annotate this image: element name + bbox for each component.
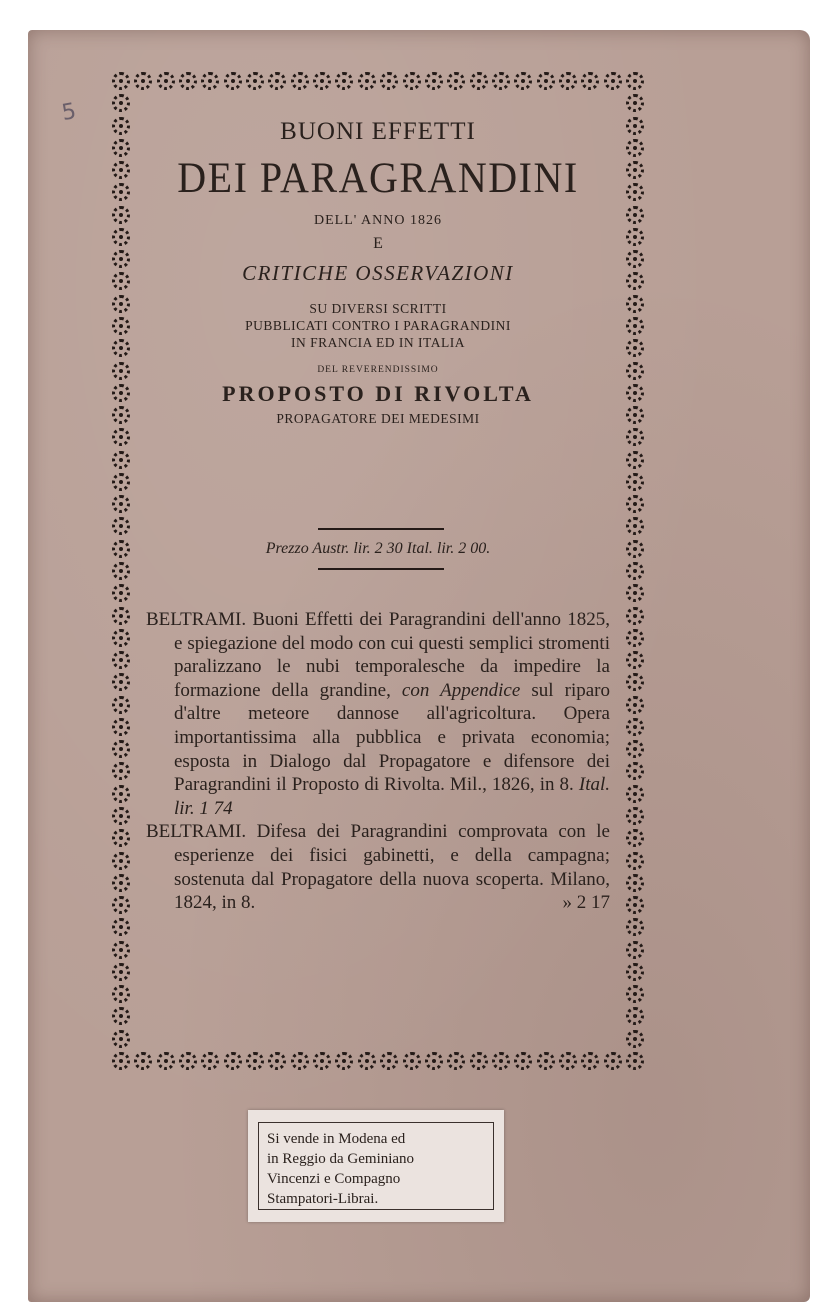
border-rosette	[626, 762, 644, 780]
divider-rule	[318, 528, 444, 530]
border-rosette	[358, 1052, 376, 1070]
title-year: DELL' ANNO 1826	[314, 213, 442, 228]
border-rosette	[626, 852, 644, 870]
border-rosette	[626, 384, 644, 402]
border-rosette	[626, 161, 644, 179]
border-rosette	[626, 584, 644, 602]
border-rosette	[447, 72, 465, 90]
border-rosette	[112, 139, 130, 157]
bookseller-label	[248, 1110, 504, 1222]
border-rosette	[112, 206, 130, 224]
border-rosette	[112, 651, 130, 669]
title-block	[140, 118, 616, 427]
subtitle-line: PUBBLICATI CONTRO I PARAGRANDINI	[245, 318, 511, 333]
border-rosette	[626, 540, 644, 558]
catalog-entry	[146, 608, 610, 820]
border-rosette	[112, 829, 130, 847]
border-rosette	[201, 72, 219, 90]
subtitle-description	[140, 300, 616, 351]
catalog-entry	[146, 820, 610, 914]
border-rosette	[112, 495, 130, 513]
border-rosette	[335, 72, 353, 90]
border-rosette	[112, 540, 130, 558]
border-rosette	[626, 807, 644, 825]
border-rosette	[626, 718, 644, 736]
border-rosette	[626, 406, 644, 424]
border-rosette	[112, 562, 130, 580]
border-rosette	[626, 495, 644, 513]
price-line: Prezzo Austr. lir. 2 30 Ital. lir. 2 00.	[265, 540, 491, 557]
border-rosette	[291, 1052, 309, 1070]
title-main: DEI PARAGRANDINI	[177, 153, 579, 202]
label-line: in Reggio da Geminiano	[267, 1151, 415, 1167]
border-rosette	[626, 607, 644, 625]
border-rosette	[514, 1052, 532, 1070]
border-rosette	[559, 1052, 577, 1070]
label-line: Vincenzi e Compagno	[267, 1171, 401, 1187]
entry-price: » 2 17	[562, 892, 610, 914]
border-rosette	[403, 72, 421, 90]
border-rosette	[626, 517, 644, 535]
title-conjunction: E	[373, 235, 383, 252]
border-rosette	[112, 852, 130, 870]
border-rosette	[112, 94, 130, 112]
border-rosette	[112, 339, 130, 357]
border-rosette	[134, 72, 152, 90]
border-rosette	[179, 1052, 197, 1070]
border-rosette	[626, 72, 644, 90]
border-rosette	[313, 1052, 331, 1070]
border-rosette	[268, 72, 286, 90]
border-rosette	[268, 1052, 286, 1070]
border-rosette	[112, 517, 130, 535]
border-rosette	[380, 1052, 398, 1070]
border-rosette	[112, 1030, 130, 1048]
border-rosette	[425, 72, 443, 90]
border-rosette	[626, 317, 644, 335]
border-rosette	[559, 72, 577, 90]
border-rosette	[626, 673, 644, 691]
divider-rule	[318, 568, 444, 570]
border-rosette	[626, 651, 644, 669]
border-rosette	[380, 72, 398, 90]
author-name: PROPOSTO DI RIVOLTA	[222, 381, 534, 406]
border-rosette	[224, 72, 242, 90]
border-rosette	[157, 1052, 175, 1070]
border-rosette	[112, 161, 130, 179]
entry-text: sul riparo d'altre meteore dannose all'agricoltura. Opera importantissima alla pubblica e privata economia; esposta in Dialogo dal Propagatore e difensore dei Paragrandini il Proposto di Rivolta. Mil., 1826, in 8.	[174, 679, 610, 796]
border-rosette	[626, 896, 644, 914]
entry-author: BELTRAMI.	[146, 609, 247, 630]
border-rosette	[112, 785, 130, 803]
border-rosette	[112, 228, 130, 246]
border-rosette	[626, 1052, 644, 1070]
border-rosette	[112, 762, 130, 780]
border-rosette	[112, 985, 130, 1003]
border-rosette	[224, 1052, 242, 1070]
border-rosette	[581, 72, 599, 90]
border-rosette	[112, 272, 130, 290]
border-rosette	[626, 941, 644, 959]
pencil-mark: 5	[59, 98, 79, 127]
border-rosette	[112, 607, 130, 625]
border-rosette	[626, 272, 644, 290]
border-rosette	[626, 117, 644, 135]
border-rosette	[112, 629, 130, 647]
entry-author: BELTRAMI.	[146, 821, 247, 843]
border-rosette	[112, 72, 130, 90]
border-rosette	[514, 72, 532, 90]
border-rosette	[112, 117, 130, 135]
border-rosette	[626, 250, 644, 268]
border-rosette	[112, 451, 130, 469]
border-rosette	[447, 1052, 465, 1070]
border-rosette	[626, 696, 644, 714]
border-rosette	[626, 428, 644, 446]
border-rosette	[604, 1052, 622, 1070]
border-rosette	[112, 874, 130, 892]
label-line: Si vende in Modena ed	[267, 1131, 406, 1147]
border-rosette	[626, 139, 644, 157]
border-rosette	[112, 807, 130, 825]
border-rosette	[626, 918, 644, 936]
border-rosette	[335, 1052, 353, 1070]
border-rosette	[403, 1052, 421, 1070]
catalog-listing	[146, 608, 610, 915]
border-rosette	[112, 718, 130, 736]
border-rosette	[626, 295, 644, 313]
entry-price: Ital. lir. 1 74	[174, 774, 611, 819]
border-rosette	[626, 94, 644, 112]
bookseller-label-text	[258, 1122, 494, 1210]
border-rosette	[626, 451, 644, 469]
border-rosette	[626, 562, 644, 580]
border-rosette	[246, 1052, 264, 1070]
border-rosette	[291, 72, 309, 90]
subtitle-line: SU DIVERSI SCRITTI	[309, 301, 447, 316]
border-rosette	[604, 72, 622, 90]
border-rosette	[492, 72, 510, 90]
border-rosette	[626, 629, 644, 647]
border-rosette	[112, 740, 130, 758]
border-rosette	[112, 1052, 130, 1070]
border-rosette	[358, 72, 376, 90]
title-subtitle: CRITICHE OSSERVAZIONI	[242, 261, 514, 285]
border-rosette	[626, 1030, 644, 1048]
border-rosette	[492, 1052, 510, 1070]
border-rosette	[626, 473, 644, 491]
border-rosette	[537, 1052, 555, 1070]
border-rosette	[112, 428, 130, 446]
border-rosette	[112, 584, 130, 602]
border-rosette	[537, 72, 555, 90]
border-rosette	[581, 1052, 599, 1070]
entry-text: Buoni Effetti dei Paragrandini dell'anno 1825, e spiegazione del modo con cui questi semplici stromenti paralizzano le nubi temporalesche da impedire la formazione della grandine,	[174, 609, 611, 701]
border-rosette	[425, 1052, 443, 1070]
border-rosette	[626, 206, 644, 224]
border-rosette	[112, 473, 130, 491]
border-rosette	[246, 72, 264, 90]
border-rosette	[179, 72, 197, 90]
border-rosette	[112, 406, 130, 424]
border-rosette	[626, 985, 644, 1003]
border-rosette	[112, 384, 130, 402]
border-rosette	[626, 362, 644, 380]
border-rosette	[626, 740, 644, 758]
border-rosette	[470, 72, 488, 90]
subtitle-line: IN FRANCIA ED IN ITALIA	[291, 335, 465, 350]
border-rosette	[112, 696, 130, 714]
border-rosette	[626, 183, 644, 201]
border-rosette	[112, 250, 130, 268]
border-rosette	[626, 785, 644, 803]
border-rosette	[313, 72, 331, 90]
border-rosette	[112, 896, 130, 914]
border-rosette	[626, 963, 644, 981]
border-rosette	[626, 228, 644, 246]
border-rosette	[134, 1052, 152, 1070]
border-rosette	[112, 1007, 130, 1025]
border-rosette	[112, 673, 130, 691]
author-prefix: DEL REVERENDISSIMO	[317, 365, 439, 375]
border-rosette	[112, 918, 130, 936]
entry-text: Difesa dei Paragrandini comprovata con le esperienze dei fisici gabinetti, e della campagna; sostenuta dal Propagatore della nuova scoperta. Milano, 1824, in 8.	[174, 821, 610, 914]
author-role: PROPAGATORE DEI MEDESIMI	[276, 411, 480, 426]
border-rosette	[112, 183, 130, 201]
border-rosette	[626, 339, 644, 357]
border-rosette	[626, 874, 644, 892]
border-rosette	[157, 72, 175, 90]
border-rosette	[112, 317, 130, 335]
border-rosette	[112, 362, 130, 380]
entry-italic: con Appendice	[401, 679, 521, 701]
border-rosette	[112, 295, 130, 313]
label-line: Stampatori-Librai.	[267, 1191, 379, 1207]
border-rosette	[470, 1052, 488, 1070]
title-line-1: BUONI EFFETTI	[280, 118, 476, 145]
border-rosette	[626, 829, 644, 847]
border-rosette	[201, 1052, 219, 1070]
border-rosette	[626, 1007, 644, 1025]
border-rosette	[112, 963, 130, 981]
border-rosette	[112, 941, 130, 959]
